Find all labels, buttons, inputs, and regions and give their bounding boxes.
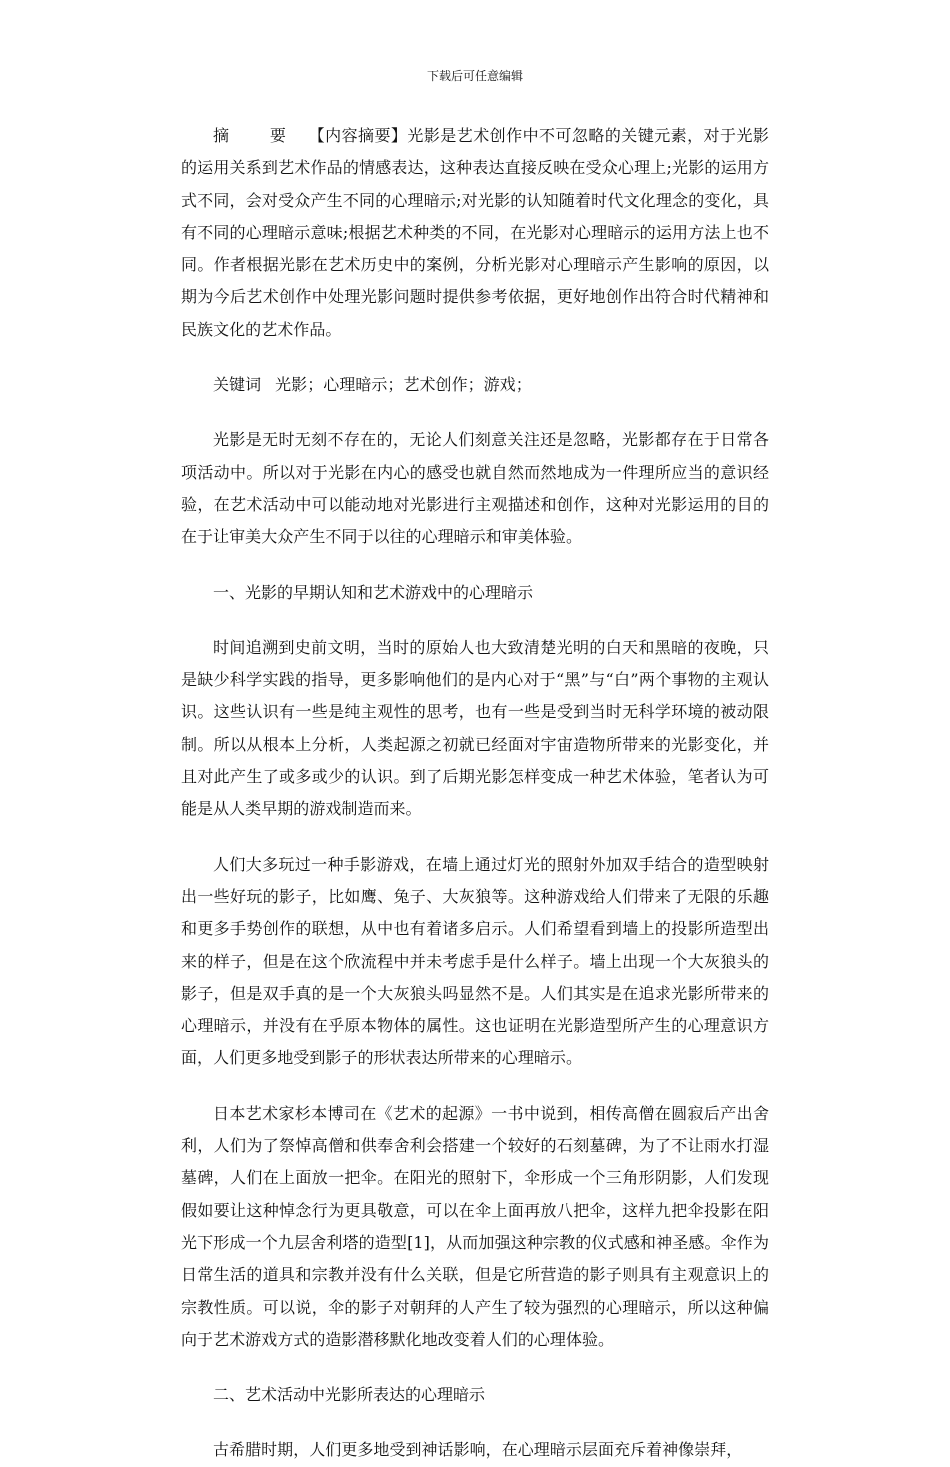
section2-paragraph-1: 古希腊时期，人们更多地受到神话影响，在心理暗示层面充斥着神像崇拜， (213, 1440, 743, 1460)
abstract-label (213, 126, 286, 145)
abstract-tag: 【内容摘要】 (308, 126, 408, 145)
keywords-label: 关键词 (213, 375, 262, 395)
section1-paragraph-2: 人们大多玩过一种手影游戏，在墙上通过灯光的照射外加双手结合的造型映射出一些好玩的影子，比如鹰、兔子、大灰狼等。这种游戏给人们带来了无限的乐趣和更多手势创作的联想，从中也有着诸多启示。人们希望看到墙上的投影所造型出来的样子，但是在这个欣流程中并未考虑手是什么样子。墙上出现一个大灰狼头的影子，但是双手真的是一个大灰狼头吗显然不是。人们其实是在追求光影所带来的心理暗示，并没有在乎原本物体的属性。这也证明在光影造型所产生的心理意识方面，人们更多地受到影子的形状表达所带来的心理暗示。 (181, 854, 769, 1068)
keywords-paragraph (181, 369, 769, 401)
keywords-text: 光影；心理暗示；艺术创作；游戏； (275, 375, 532, 395)
abstract-text: 光影是艺术创作中不可忽略的关键元素，对于光影的运用关系到艺术作品的情感表达，这种表达直接反映在受众心理上;光影的运用方式不同，会对受众产生不同的心理暗示;对光影的认知随着时代文化理念的变化，具有不同的心理暗示意味;根据艺术种类的不同，在光影对心理暗示的运用方法上也不同。作者根据光影在艺术历史中的案例，分析光影对心理暗示产生影响的原因，以期为今后艺术创作中处理光影问题时提供参考依据，更好地创作出符合时代精神和民族文化的艺术作品。 (181, 126, 769, 339)
section1-heading: 一、光影的早期认知和艺术游戏中的心理暗示 (213, 582, 534, 602)
abstract-paragraph (181, 120, 769, 346)
section2-heading: 二、艺术活动中光影所表达的心理暗示 (213, 1385, 486, 1405)
abstract-label-char1: 摘 (213, 126, 230, 145)
section1-paragraph-3: 日本艺术家杉本博司在《艺术的起源》一书中说到，相传高僧在圆寂后产出舍利，人们为了祭悼高僧和供奉舍利会搭建一个较好的石刻墓碑，为了不让雨水打湿墓碑，人们在上面放一把伞。在阳光的照射下，伞形成一个三角形阴影，人们发现假如要让这种悼念行为更具敬意，可以在伞上面再放八把伞，这样九把伞投影在阳光下形成一个九层舍利塔的造型[1]，从而加强这种宗教的仪式感和神圣感。伞作为日常生活的道具和宗教并没有什么关联，但是它所营造的影子则具有主观意识上的宗教性质。可以说，伞的影子对朝拜的人产生了较为强烈的心理暗示，所以这种偏向于艺术游戏方式的造影潜移默化地改变着人们的心理体验。 (181, 1103, 769, 1349)
section1-paragraph-1: 时间追溯到史前文明，当时的原始人也大致清楚光明的白天和黑暗的夜晚，只是缺少科学实践的指导，更多影响他们的是内心对于“黑”与“白”两个事物的主观认识。这些认识有一些是纯主观性的思考，也有一些是受到当时无科学环境的被动限制。所以从根本上分析，人类起源之初就已经面对宇宙造物所带来的光影变化，并且对此产生了或多或少的认识。到了后期光影怎样变成一种艺术体验，笔者认为可能是从人类早期的游戏制造而来。 (181, 637, 769, 819)
document-body (181, 120, 769, 1467)
abstract-label-char2: 要 (269, 126, 287, 145)
intro-paragraph: 光影是无时无刻不存在的，无论人们刻意关注还是忽略，光影都存在于日常各项活动中。所以对于光影在内心的感受也就自然而然地成为一件理所应当的意识经验，在艺术活动中可以能动地对光影进行主观描述和创作，这种对光影运用的目的在于让审美大众产生不同于以往的心理暗示和审美体验。 (181, 430, 769, 547)
page-header: 下载后可任意编辑 (426, 69, 523, 83)
